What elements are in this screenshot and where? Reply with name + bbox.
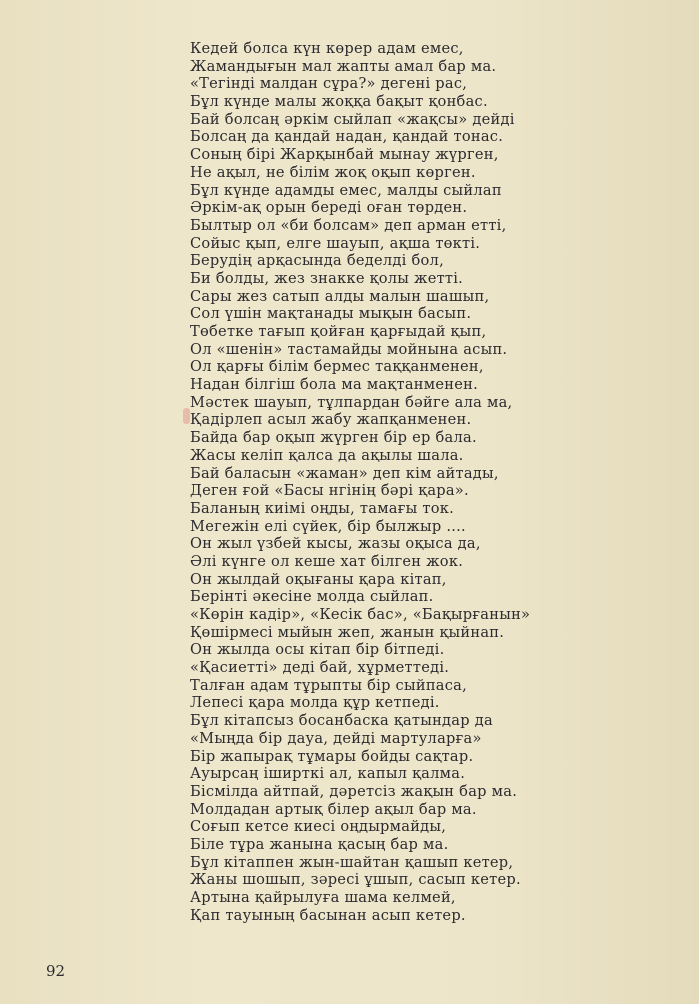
- poem-line: Қөшірмесі мыйын жеп, жанын қыйнап.: [190, 623, 505, 641]
- poem-line: Төбетке тағып қойған қарғыдай қып,: [190, 323, 487, 340]
- page-stain: [183, 408, 190, 424]
- poem-line: Мәстек шауып, тұлпардан бәйге ала ма,: [190, 393, 513, 411]
- poem-line: Ол қарғы білім бермес таққанменен,: [190, 358, 484, 376]
- poem-line: Бұл күнде адамды емес, малды сыйлап: [190, 181, 502, 199]
- poem-line: Он жылда осы кітап бір бітпеді.: [190, 641, 445, 659]
- poem-line: Бісмілда айтпай, дәретсіз жақын бар ма.: [190, 782, 518, 800]
- poem-line: Берудің арқасында беделді бол,: [190, 252, 444, 270]
- poem-line: Берінті әкесіне молда сыйлап.: [190, 588, 434, 606]
- poem-line: Бір жапырақ тұмары бойды сақтар.: [190, 747, 474, 765]
- poem-line: Кедей болса күн көрер адам емес,: [190, 40, 464, 57]
- poem-line: Он жылдай оқығаны қара кітап,: [190, 570, 447, 588]
- poem-line: Бұл кітапсыз босанбаска қатындар да: [190, 712, 493, 730]
- poem-line: Жаны шошып, зәресі ұшып, сасып кетер.: [190, 871, 521, 889]
- poem-line: Жамандығын мал жапты амал бар ма.: [190, 57, 497, 75]
- poem-line: Не ақыл, не білім жоқ оқып көрген.: [190, 163, 476, 181]
- poem-line: Баланың киімі оңды, тамағы ток.: [190, 499, 455, 517]
- poem-line: Қадірлеп асыл жабу жапқанменен.: [190, 411, 472, 429]
- poem-line: Әлі күнге ол кеше хат білген жок.: [190, 552, 464, 570]
- poem-line: Бұл күнде малы жоққа бақыт қонбас.: [190, 93, 488, 111]
- poem-line: Молдадан артық білер ақыл бар ма.: [190, 800, 477, 818]
- poem-line: Ауырсаң іширткі ал, капыл қалма.: [190, 765, 466, 783]
- poem-line: Сары жез сатып алды малын шашып,: [190, 287, 490, 305]
- poem-line: Сол үшін мақтанады мықын басып.: [190, 305, 472, 323]
- poem-line: Соның бірі Жарқынбай мынау жүрген,: [190, 146, 499, 164]
- poem-line: «Мыңда бір дауа, дейді мартуларға»: [190, 729, 482, 747]
- poem-line: Біле тұра жанына қасың бар ма.: [190, 835, 449, 853]
- poem-line: «Көрін кадір», «Кесік бас», «Бақырғанын»: [190, 606, 531, 623]
- poem-line: Байда бар оқып жүрген бір ер бала.: [190, 429, 477, 447]
- poem-line: Әркім-ақ орын береді оған төрден.: [190, 199, 468, 217]
- poem-line: «Тегіндi малдан сұра?» дегенi рас,: [190, 75, 468, 93]
- poem-line: Мегежін елі сүйек, бір былжыр ....: [190, 517, 466, 535]
- poem-line: Жасы келіп қалса да ақылы шала.: [190, 446, 464, 464]
- poem-line: Соғып кетсе киесі оңдырмайды,: [190, 818, 447, 836]
- poem-line: Бұл кітаппен жын-шайтан қашып кетер,: [190, 853, 514, 871]
- poem-line: Би болды, жез знакке қолы жетті.: [190, 269, 464, 287]
- poem-line: Болсаң да қандай надан, қандай тонас.: [190, 128, 504, 146]
- poem-line: Артына қайрылуға шама келмей,: [190, 889, 456, 906]
- poem-line: Надан білгіш бола ма мақтанменен.: [190, 376, 478, 394]
- poem-line: Бай болсаң әркім сыйлап «жақсы» дейді: [190, 110, 515, 128]
- poem-line: Сойыс қып, елге шауып, ақша төкті.: [190, 234, 481, 252]
- poem-line: Былтыр ол «би болсам» деп арман етті,: [190, 216, 507, 234]
- poem-line: Деген ғой «Басы нгінің бәрі қара».: [190, 482, 469, 500]
- poem-line: Ол «шенін» тастамайды мойнына асып.: [190, 340, 508, 358]
- poem-text: [190, 40, 590, 924]
- poem-line: Лепесі қара молда құр кетпеді.: [190, 694, 440, 712]
- poem-line: Бай баласын «жаман» деп кім айтады,: [190, 464, 499, 482]
- poem-line: «Қасиетті» деді бай, хұрметтеді.: [190, 659, 450, 677]
- poem-line: Он жыл үзбей кысы, жазы оқыса да,: [190, 535, 481, 553]
- page-number: 92: [46, 962, 66, 980]
- poem-line: Талған адам тұрыпты бір сыйпаса,: [190, 676, 468, 694]
- poem-line: Қап тауының басынан асып кетер.: [190, 906, 466, 924]
